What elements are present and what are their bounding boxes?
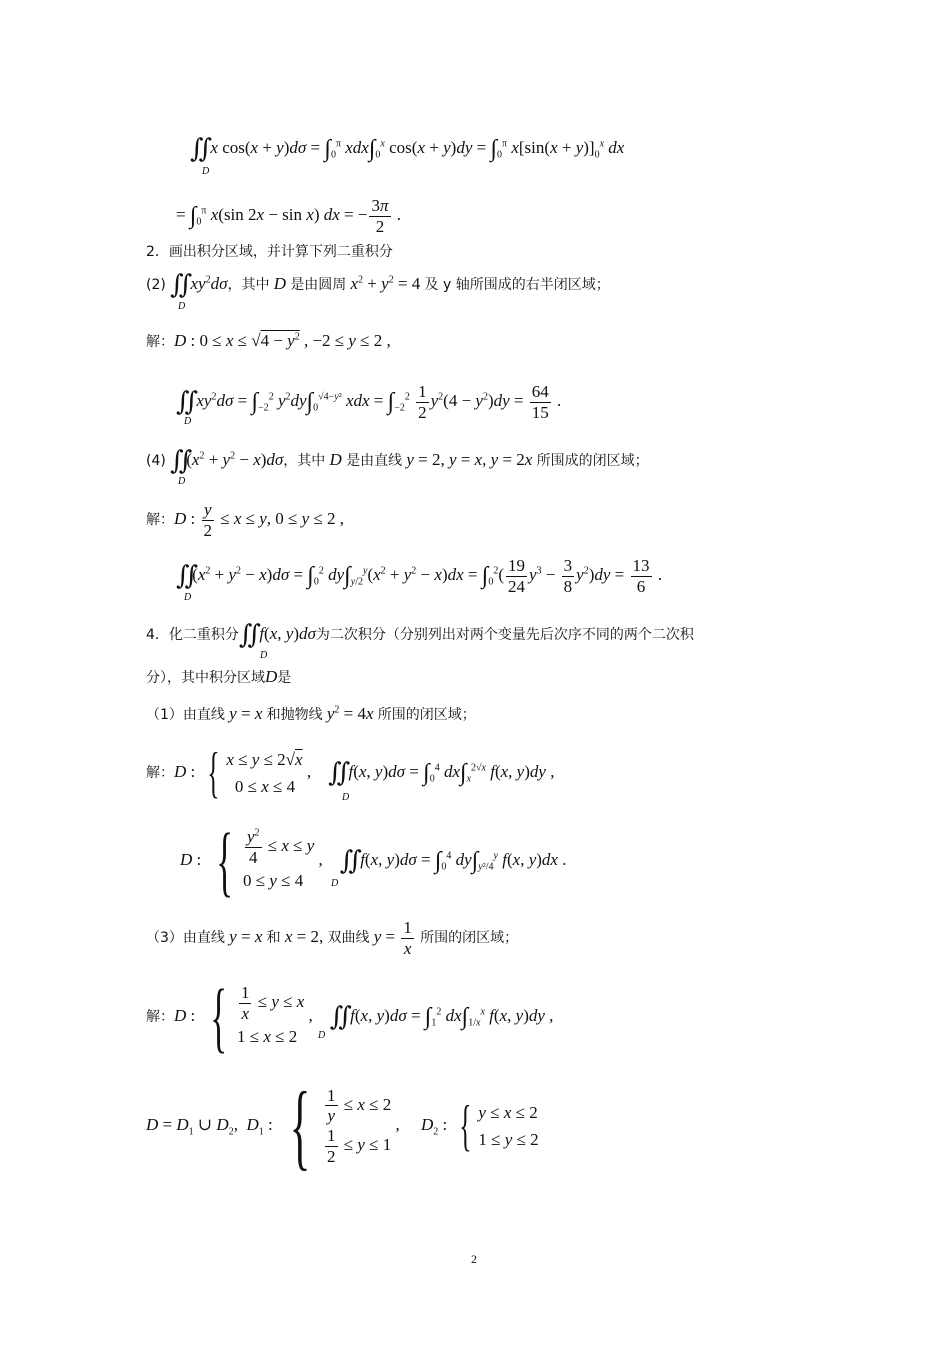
part-3-mid: 和 [266, 929, 281, 946]
part-1-end: 所围的闭区域； [377, 707, 476, 723]
region-subscript: D [260, 650, 268, 661]
problem-4-text-c: 所围成的闭区域； [536, 453, 649, 469]
region-subscript: D [342, 792, 350, 803]
solution-4-domain: 解：D : $\frac{y}{2}$ ≤ x ≤ y, 0 ≤ y ≤ 2 , [146, 500, 345, 540]
solution-label: 解： [146, 764, 174, 781]
section-4-heading: 4．化二重积分∬ f(x, y)dσ为二次积分（分别列出对两个变量先后次序不同的两个二次积 [146, 620, 694, 649]
solution-2-domain: 解：D : $0 \le x \le √4 - y^2$ , −2 ≤ y ≤ 2 , [146, 331, 391, 350]
solution-part-3-b: $D = D_1$ ∪ $D_2$, $D_1$ : { $\frac{1}{y}$ ≤ x ≤ 2 $\frac{1}{2}$ ≤ y ≤ 1 , $D_2$ : { y ≤ x ≤ 2 1 ≤ y ≤ 2 [146, 1072, 539, 1179]
region-subscript: D [331, 878, 339, 889]
solution-2-integral: ∬ $xy^2d\sigma = \int_{-2}^2$ $y^2dy\int_0^{√4-y^2}$ xdx = $\int_{-2}^2$ $\frac{1}{2}$ $y^2(4 - y^2)dy$ = $\frac{64}{15}$ . [176, 382, 562, 422]
part-1-mid: 和抛物线 [266, 707, 323, 723]
solution-part-1-b: D : { $\frac{y^2}{4}$ ≤ x ≤ y 0 ≤ y ≤ 4 , ∬ f(x, $y)d\sigma = \int_0^4$ $dy\int_{y^2/4}^y$ f(x, y)dx . [180, 817, 567, 904]
solution-label: 解： [146, 511, 174, 528]
equation-line-1: ∬ x $\cos(x + y)d\sigma = \int_0^\pi$ $xdx\int_0^x$ $\cos(x + y)dy = \int_0^\pi$ $x[\sin(x + y)]_0^x$ dx [190, 134, 625, 163]
part-1-statement: （1）由直线 y = x 和抛物线 $y^2 = 4x$ 所围的闭区域； [146, 704, 476, 723]
part-3-end: 所围的闭区域； [420, 929, 519, 946]
section-2-heading: 2．画出积分区域，并计算下列二重积分 [146, 244, 393, 260]
page-number: 2 [471, 1252, 477, 1266]
section-4-line2-end: 是 [277, 670, 292, 686]
problem-4-statement: (4) $∬(x^2 + y^2 - x)d\sigma$，其中 D 是由直线 y = 2, y = x, y = 2x 所围成的闭区域； [146, 446, 649, 475]
solution-4-integral: $∬(x^2 + y^2 - x)d\sigma = \int_0^2$ $dy\int_{y/2}^y(x^2 + y^2 - x)dx = \int_0^2$( $\frac{19}{24}$ $y^3$ − $\frac{3}{8}$ $y^2)dy$ = $\frac{13}{6}$ . [176, 556, 662, 596]
problem-2-label: (2) [146, 277, 166, 293]
part-1-label: （1）由直线 [146, 707, 225, 723]
section-4-heading-line2: 分），其中积分区域D是 [146, 667, 292, 686]
problem-2-statement: (2) ∬ $xy^2d\sigma$，其中 D 是由圆周 $x^2 + y^2 = 4$ 及 y 轴所围成的右半闭区域； [146, 270, 610, 299]
solution-label: 解： [146, 1008, 174, 1025]
region-subscript: D [202, 166, 210, 177]
solution-part-3-a: 解：D : { $\frac{1}{x}$ ≤ y ≤ x 1 ≤ x ≤ 2 , ∬ f(x, $y)d\sigma = \int_1^2$ $dx\int_{1/x}^x$ f(x, y)dy , [146, 973, 554, 1060]
region-subscript: D [178, 476, 186, 487]
problem-2-text-b: 是由圆周 [290, 277, 347, 293]
region-subscript: D [178, 301, 186, 312]
section-4-line2-text: 分），其中积分区域 [146, 670, 265, 686]
region-subscript: D [318, 1030, 326, 1041]
part-3-label: （3）由直线 [146, 929, 225, 946]
part-3-statement: （3）由直线 y = x 和 x = 2, 双曲线 y = $\frac{1}{x}$ 所围的闭区域； [146, 918, 519, 958]
part-3-mid2: 双曲线 [327, 929, 370, 946]
solution-label: 解： [146, 334, 174, 350]
section-4-heading-prefix: 4．化二重积分 [146, 627, 239, 643]
problem-4-label: (4) [146, 453, 166, 469]
section-4-heading-suffix: 为二次积分（分别列出对两个变量先后次序不同的两个二次积 [315, 627, 694, 643]
region-subscript: D [184, 416, 192, 427]
equation-line-2: = $\int_0^\pi$ x(sin 2x − sin x) dx = − $\frac{3\pi}{2}$ . [176, 196, 401, 236]
region-subscript: D [184, 592, 192, 603]
problem-4-text-a: ，其中 [283, 453, 326, 469]
problem-2-text-a: ，其中 [227, 277, 270, 293]
problem-2-text-c: 及 y 轴所围成的右半闭区域； [424, 277, 610, 293]
solution-part-1-a: 解：D : { x ≤ y ≤ 2√x 0 ≤ x ≤ 4 , ∬ f(x, $y)d\sigma = \int_0^4$ $dx\int_x^{2√x}$ f(x, y)dy , [146, 742, 555, 804]
problem-4-text-b: 是由直线 [346, 453, 403, 469]
